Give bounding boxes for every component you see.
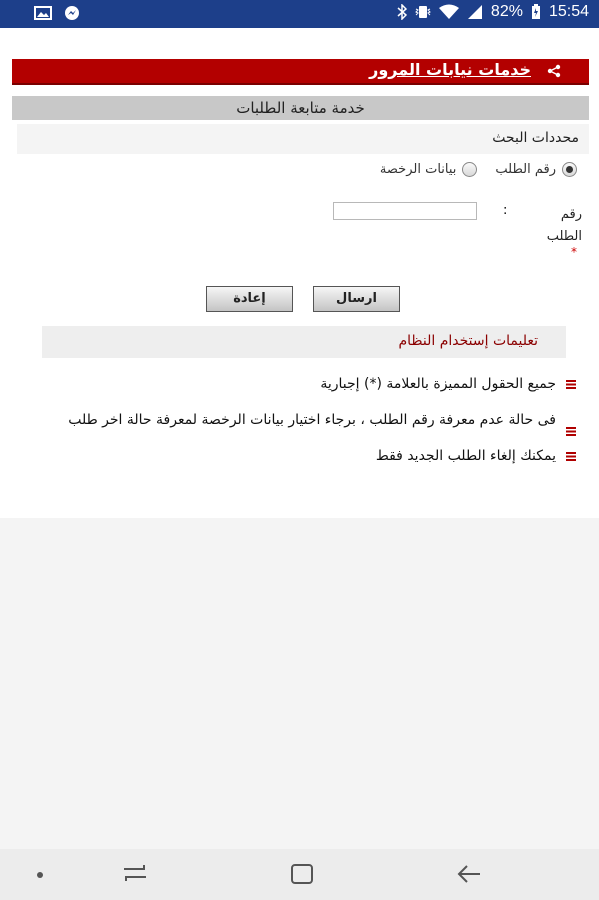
bluetooth-icon [397,4,407,20]
instructions-title: تعليمات إستخدام النظام [398,333,538,349]
license-data-option-label: بيانات الرخصة [379,162,457,177]
vibrate-icon [415,4,431,20]
services-title-link[interactable]: خدمات نيابات المرور [369,60,531,79]
bullet-icon [566,380,576,389]
clock: 15:54 [548,3,589,20]
list-item [40,409,580,431]
request-number-radio[interactable] [562,162,577,177]
signal-icon [467,4,483,20]
service-title: خدمة متابعة الطلبات [12,96,589,120]
services-header [12,59,589,85]
instructions-header [42,326,566,358]
instruction-text: جميع الحقول المميزة بالعلامة (*) إجبارية [320,376,556,392]
list-item [40,373,580,395]
dot-icon[interactable] [36,871,44,879]
list-item [40,445,580,467]
home-icon[interactable] [290,863,314,885]
instructions-list [40,373,580,481]
bullet-icon [566,427,576,436]
required-marker: * [571,245,577,259]
wifi-icon [439,4,459,20]
share-icon[interactable] [547,64,561,78]
battery-percent: 82% [490,3,523,20]
instruction-text: يمكنك إلغاء الطلب الجديد فقط [375,448,556,464]
license-data-radio[interactable] [462,162,477,177]
request-number-input[interactable] [333,202,477,220]
recent-apps-icon[interactable] [122,863,148,883]
gallery-icon [34,6,52,20]
label-colon: : [503,203,508,218]
battery-charging-icon [531,4,541,20]
reset-button[interactable]: إعادة [206,286,293,312]
request-number-label: رقم الطلب [546,207,582,244]
search-criteria-bar [17,124,589,154]
messenger-icon [64,5,80,21]
back-icon[interactable] [456,863,482,885]
page-content [0,28,599,518]
search-type-options [380,162,577,177]
bullet-icon [566,452,576,461]
instruction-text: فى حالة عدم معرفة رقم الطلب ، برجاء اختيار بيانات الرخصة لمعرفة حالة اخر طلب [68,412,556,428]
navigation-bar [0,849,599,900]
search-criteria-label: محددات البحث [492,130,579,146]
send-button[interactable]: ارسال [313,286,400,312]
status-bar [0,0,599,28]
request-number-option-label: رقم الطلب [495,162,556,177]
